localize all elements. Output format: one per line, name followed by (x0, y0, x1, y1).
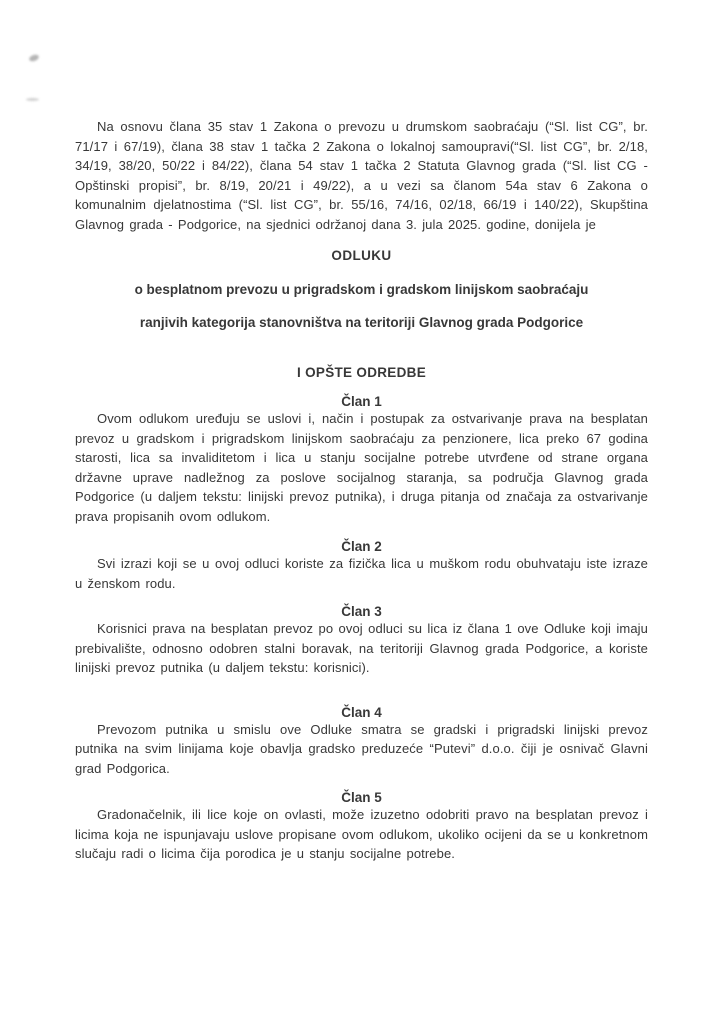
preamble-paragraph: Na osnovu člana 35 stav 1 Zakona o prevozu u drumskom saobraćaju (“Sl. list CG”, br. 71/17 i 67/19), člana 38 stav 1 tačka 2 Zakona o lokalnoj samoupravi(“Sl. list CG”, br. 2/18, 34/19, 38/20, 50/22 i 84/22), člana 54 stav 1 tačka 2 Statuta Glavnog grada (“Sl. list CG - Opštinski propisi”, br. 8/19, 20/21 i 49/22), a u vezi sa članom 54a stav 6 Zakona o komunalnim djelatnostima (“Sl. list CG”, br. 55/16, 74/16, 02/18, 66/19 i 140/22), Skupština Glavnog grada - Podgorice, na sjednici održanoj dana 3. jula 2025. godine, donijela je (75, 119, 648, 232)
article-3-heading: Član 3 (341, 604, 382, 619)
document-content (75, 117, 648, 864)
article-2-heading: Član 2 (341, 539, 382, 554)
document-subtitle-line-1: o besplatnom prevozu u prigradskom i gradskom linijskom saobraćaju (134, 282, 589, 297)
article-5-body: Gradonačelnik, ili lice koje on ovlasti, može izuzetno odobriti pravo na besplatan prevoz i licima koja ne ispunjavaju uslove propisane ovom odlukom, ukoliko ocijeni da se u konkretnom slučaju radi o licima čija porodica je u stanju socijalne potrebe. (75, 807, 648, 861)
article-4-heading: Član 4 (341, 704, 382, 720)
article-5-heading: Član 5 (341, 790, 382, 805)
document-subtitle (75, 273, 648, 339)
article-3-body: Korisnici prava na besplatan prevoz po ovoj odluci su lica iz člana 1 ove Odluke koji imaju prebivalište, odnosno odobren stalni boravak, na teritoriji Glavnog grada Podgorice, a koriste linijski prevoz putnika (u daljem tekstu: korisnici). (75, 621, 648, 675)
scan-artifact-speck (26, 98, 39, 101)
scan-artifact-speck (28, 53, 39, 62)
article-1-body: Ovom odlukom uređuju se uslovi i, način i postupak za ostvarivanje prava na besplatan prevoz u gradskom i prigradskom linijskom saobraćaju za penzionere, lica preko 67 godina starosti, lica sa invaliditetom i lica u stanju socijalne potrebe utvrđene od strane organa državne uprave nadležnog za poslove socijalnog staranja, sa područja Glavnog grada Podgorice (u daljem tekstu: linijski prevoz putnika), i druga pitanja od značaja za ostvarivanje prava propisanih ovom odlukom. (75, 411, 648, 524)
document-title: ODLUKU (331, 248, 392, 263)
section-heading-general-provisions: I OPŠTE ODREDBE (296, 365, 427, 380)
document-subtitle-line-2: ranjivih kategorija stanovništva na teritoriji Glavnog grada Podgorice (139, 315, 584, 330)
article-4-body: Prevozom putnika u smislu ove Odluke smatra se gradski i prigradski linijski prevoz putnika na svim linijama koje obavlja gradsko preduzeće “Putevi” d.o.o. čiji je osnivač Glavni grad Podgorica. (75, 721, 648, 776)
article-1-heading: Član 1 (341, 394, 382, 409)
article-2-body: Svi izrazi koji se u ovoj odluci koriste za fizička lica u muškom rodu obuhvataju iste izraze u ženskom rodu. (75, 556, 648, 591)
